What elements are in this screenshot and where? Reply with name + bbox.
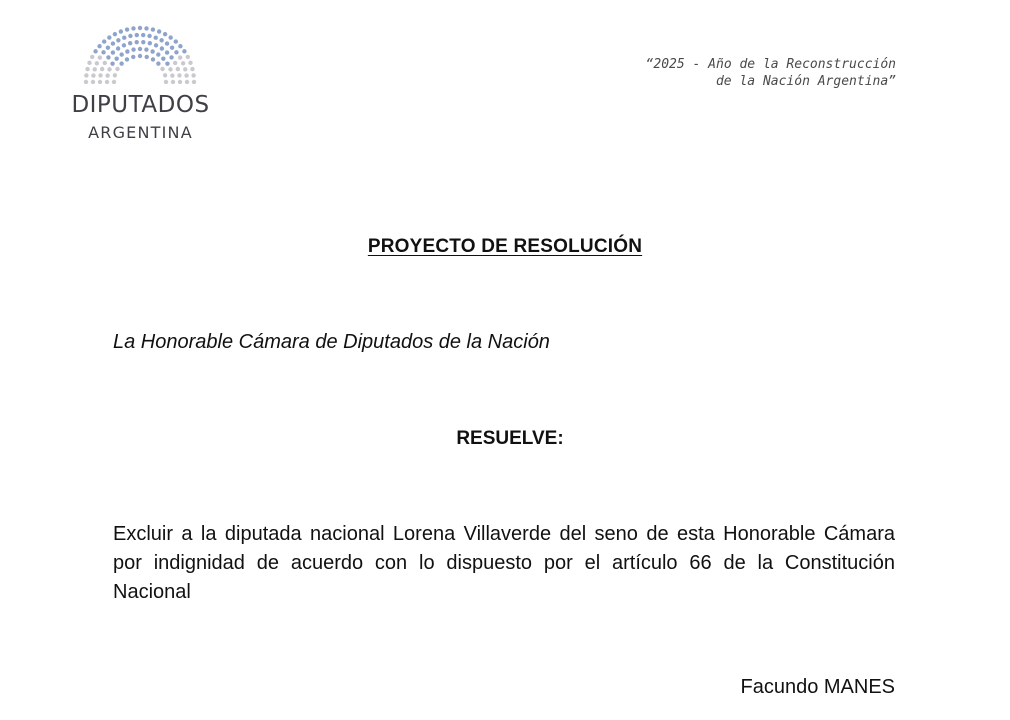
seat-dot: [177, 73, 181, 77]
hemicycle-seats-icon: [80, 20, 200, 84]
seat-dot: [91, 73, 95, 77]
seat-dot: [119, 61, 123, 65]
seat-dot: [93, 49, 97, 53]
seat-dot: [164, 80, 168, 84]
seat-dot: [178, 44, 182, 48]
logo-country: ARGENTINA: [88, 123, 193, 142]
seat-dot: [144, 47, 148, 51]
seat-dot: [163, 73, 167, 77]
seat-dot: [192, 80, 196, 84]
seat-dot: [98, 73, 102, 77]
seat-dot: [141, 40, 145, 44]
seat-dot: [145, 55, 149, 59]
seat-dot: [160, 46, 164, 50]
seat-dot: [174, 39, 178, 43]
seat-dot: [157, 29, 161, 33]
seat-dot: [107, 67, 111, 71]
signer-name: Facundo MANES: [740, 676, 895, 698]
seat-dot: [128, 41, 132, 45]
seat-dot: [181, 61, 185, 65]
resolution-body: Excluir a la diputada nacional Lorena Villaverde del seno de esta Honorable Cámara por indignidad de acuerdo con lo dispuesto por el artículo 66 de la Constitución Nacional: [113, 523, 895, 603]
seat-dot: [111, 50, 115, 54]
resolve-heading: RESUELVE:: [456, 428, 564, 449]
diputados-logo: [58, 20, 223, 148]
seat-dot: [116, 46, 120, 50]
seat-dot: [105, 73, 109, 77]
seat-dot: [102, 39, 106, 43]
seat-dot: [161, 56, 165, 60]
seat-dot: [147, 34, 151, 38]
seat-dot: [191, 73, 195, 77]
seat-dot: [176, 67, 180, 71]
seat-dot: [122, 36, 126, 40]
seat-dot: [159, 38, 163, 42]
seat-dot: [116, 38, 120, 42]
seat-dot: [106, 55, 110, 59]
seat-dot: [110, 61, 114, 65]
seat-dot: [131, 55, 135, 59]
document-title: PROYECTO DE RESOLUCIÓN: [367, 236, 643, 257]
seat-dot: [93, 67, 97, 71]
seat-dot: [169, 55, 173, 59]
seat-dot: [125, 27, 129, 31]
seat-dot: [170, 73, 174, 77]
seat-dot: [138, 47, 142, 51]
seat-dot: [103, 61, 107, 65]
seat-dot: [178, 55, 182, 59]
seat-dot: [190, 67, 194, 71]
seat-dot: [91, 80, 95, 84]
seat-dot: [165, 61, 169, 65]
seat-dot: [128, 34, 132, 38]
seat-dot: [165, 41, 169, 45]
seat-dot: [182, 49, 186, 53]
seat-dot: [154, 43, 158, 47]
seat-dot: [141, 33, 145, 37]
seat-dot: [150, 49, 154, 53]
seat-dot: [178, 80, 182, 84]
seat-dot: [188, 61, 192, 65]
year-motto: [556, 56, 896, 90]
seat-dot: [171, 80, 175, 84]
seat-dot: [185, 80, 189, 84]
seat-dot: [87, 61, 91, 65]
seat-dot: [98, 55, 102, 59]
seat-dot: [98, 80, 102, 84]
seat-dot: [131, 47, 135, 51]
seat-dot: [165, 50, 169, 54]
logo-name: DIPUTADOS: [71, 92, 210, 118]
motto-line-1: “2025 - Año de la Reconstrucción: [645, 57, 896, 72]
seat-dot: [111, 41, 115, 45]
seat-dot: [105, 80, 109, 84]
seat-dot: [107, 35, 111, 39]
seat-dot: [170, 45, 174, 49]
seat-dot: [85, 67, 89, 71]
seat-dot: [100, 67, 104, 71]
seat-dot: [125, 49, 129, 53]
seat-dot: [135, 40, 139, 44]
seat-dot: [183, 67, 187, 71]
seat-dot: [135, 33, 139, 37]
seat-dot: [113, 73, 117, 77]
seat-dot: [168, 67, 172, 71]
seat-dot: [138, 54, 142, 58]
seat-dot: [119, 29, 123, 33]
seat-dot: [131, 26, 135, 30]
seat-dot: [119, 52, 123, 56]
seat-dot: [114, 56, 118, 60]
seat-dot: [156, 52, 160, 56]
seat-dot: [125, 57, 129, 61]
seat-dot: [156, 61, 160, 65]
seat-dot: [163, 32, 167, 36]
seat-dot: [144, 26, 148, 30]
seat-dot: [148, 41, 152, 45]
seat-dot: [168, 35, 172, 39]
seat-dot: [95, 61, 99, 65]
seat-dot: [154, 36, 158, 40]
seat-dot: [151, 57, 155, 61]
seat-dot: [90, 55, 94, 59]
seat-dot: [112, 80, 116, 84]
seat-dot: [101, 50, 105, 54]
seat-dot: [151, 27, 155, 31]
preamble: La Honorable Cámara de Diputados de la Nación: [113, 331, 550, 353]
seat-dot: [115, 67, 119, 71]
seat-dot: [174, 50, 178, 54]
seat-dot: [113, 32, 117, 36]
motto-line-2: de la Nación Argentina”: [715, 74, 896, 89]
seat-dot: [138, 26, 142, 30]
seat-dot: [184, 73, 188, 77]
seat-dot: [106, 45, 110, 49]
seat-dot: [97, 44, 101, 48]
seat-dot: [84, 80, 88, 84]
seat-dot: [160, 67, 164, 71]
seat-dot: [84, 73, 88, 77]
seat-dot: [186, 55, 190, 59]
seat-dot: [173, 61, 177, 65]
seat-dot: [122, 43, 126, 47]
